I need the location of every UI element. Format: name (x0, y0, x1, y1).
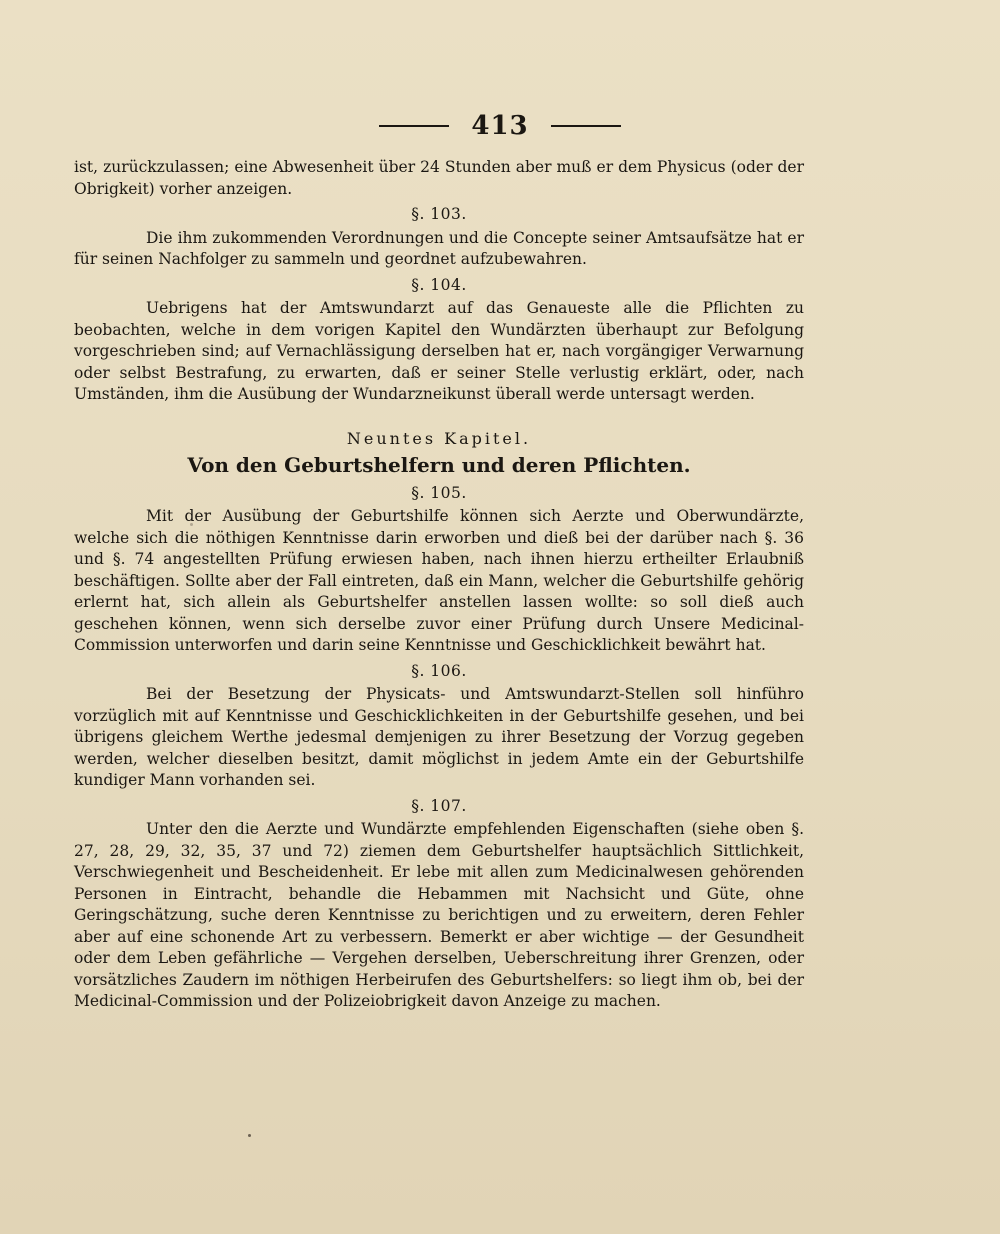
paper-speck (604, 826, 607, 829)
paragraph-103: Die ihm zukommenden Verordnungen und die Concepte seiner Amtsaufsätze hat er für seinen Nachfolger zu sammeln und geordnet aufzubewahren. (74, 228, 804, 268)
chapter-title: Von den Geburtshelfern und deren Pflichten. (187, 453, 691, 477)
chapter-heading: Neuntes Kapitel. (346, 428, 532, 448)
paragraph-107: Unter den die Aerzte und Wundärzte empfehlenden Eigenschaften (siehe oben §. 27, 28, 29, 32, 35, 37 und 72) ziemen dem Geburtshelfer hauptsächlich Sittlichkeit, Verschwiegenheit und Bescheidenheit. Er lebe mit allen zum Medicinalwesen gehörenden Personen in Eintracht, behandle die Hebammen mit Nachsicht und Güte, ohne Geringschätzung, suche deren Kenntnisse zu berichtigen und zu erweitern, deren Fehler aber auf eine schonende Art zu verbessern. Bemerkt er aber wichtige — der Gesundheit oder dem Leben gefährliche — Vergehen derselben, Ueberschreitung ihrer Grenzen, oder vorsätzliches Zaudern im nöthigen Herbeirufen des Geburtshelfers: so liegt ihm ob, bei der Medicinal-Commission und der Polizeiobrigkeit davon Anzeige zu machen. (74, 820, 804, 1010)
paragraph-104: Uebrigens hat der Amtswundarzt auf das Genaueste alle die Pflichten zu beobachten, welche in dem vorigen Kapitel den Wundärzten überhaupt zur Befolgung vorgeschrieben sind; auf Vernachlässigung derselben hat er, nach vorgängiger Verwarnung oder selbst Bestrafung, zu erwarten, daß er seiner Stelle verlustig erklärt, oder, nach Umständen, ihm die Ausübung der Wundarzneikunst überall werde untersagt werden. (74, 299, 804, 403)
paper-speck (190, 523, 193, 526)
paper-speck (248, 1134, 251, 1137)
paragraph-continuation: ist, zurückzulassen; eine Abwesenheit über 24 Stunden aber muß er dem Physicus (oder der Obrigkeit) vorher anzeigen. (74, 158, 804, 198)
page-body (74, 157, 804, 1013)
section-heading-105: §. 105. (411, 483, 467, 502)
header-rule-right (551, 125, 621, 127)
paragraph-106: Bei der Besetzung der Physicats- und Amtswundarzt-Stellen soll hinführo vorzüglich mit auf Kenntnisse und Geschicklichkeiten in der Geburtshilfe gesehen, und bei übrigens gleichem Werthe jedesmal demjenigen zu ihrer Besetzung der Vorzug gegeben werden, welcher dieselben besitzt, damit möglichst in jedem Amte ein der Geburtshilfe kundiger Mann vorhanden sei. (74, 685, 804, 789)
section-heading-106: §. 106. (411, 661, 467, 680)
section-heading-104: §. 104. (411, 275, 467, 294)
section-heading-103: §. 103. (411, 205, 467, 223)
page-number: 413 (471, 111, 529, 141)
paragraph-105: Mit der Ausübung der Geburtshilfe können sich Aerzte und Oberwundärzte, welche sich die nöthigen Kenntnisse darin erworben und dieß bei der darüber nach §. 36 und §. 74 angestellten Prüfung erwiesen haben, nach ihnen hierzu ertheilter Erlaubniß beschäftigen. Sollte aber der Fall eintreten, daß ein Mann, welcher die Geburtshilfe gehörig erlernt hat, sich allein als Geburtshelfer anstellen lassen wollte: so soll dieß auch geschehen können, wenn sich derselbe zuvor einer Prüfung durch Unsere Medicinal-Commission unterworfen und darin seine Kenntnisse und Geschicklichkeit bewährt hat. (74, 507, 804, 654)
page-header (0, 108, 1000, 144)
section-heading-107: §. 107. (411, 796, 467, 815)
header-rule-left (379, 125, 449, 127)
